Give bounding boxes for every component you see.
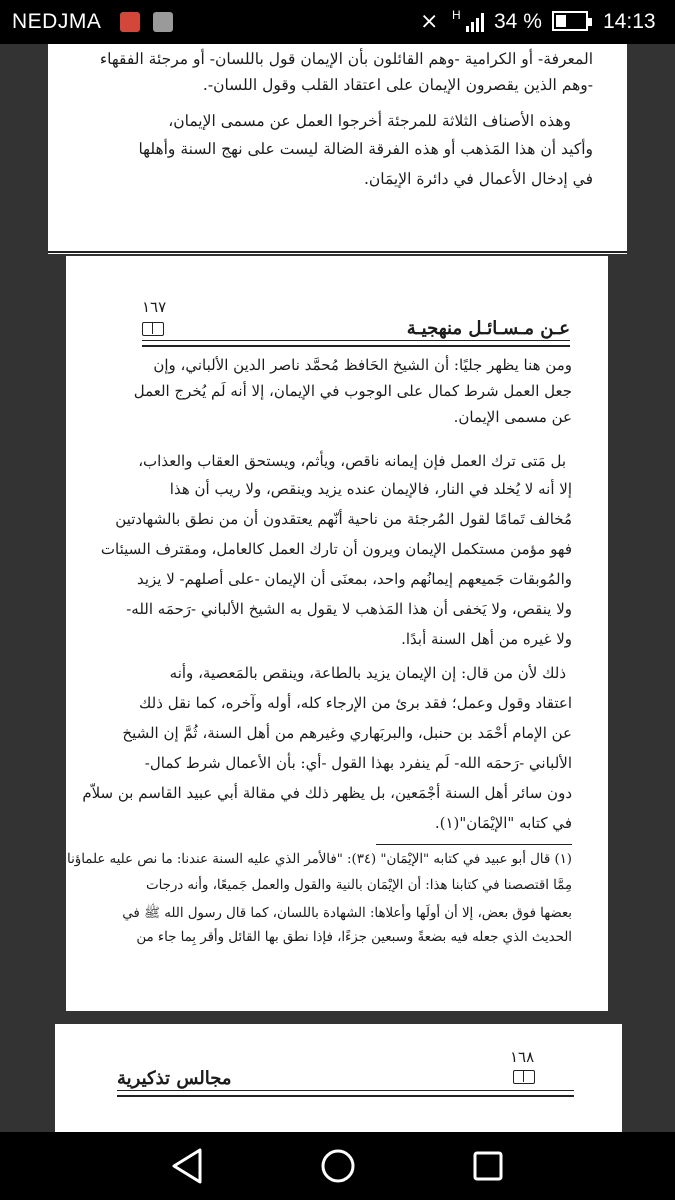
header-rule (117, 1090, 574, 1097)
carrier-name: NEDJMA (12, 10, 102, 33)
page-bottom-rule (48, 251, 627, 253)
home-icon[interactable] (318, 1146, 358, 1186)
text-line: عن مسمى الإيمان. (453, 408, 572, 426)
back-icon[interactable] (168, 1146, 208, 1186)
text-line: في إدخال الأعمال في دائرة الإيمَان. (363, 170, 593, 188)
text-line: إلا أنه لا يُخلد في النار، فالإيمان عنده يزيد وينقص، ولا ريب أن هذا (169, 480, 572, 498)
book-icon (513, 1070, 535, 1084)
footnote-line: بعضها فوق بعض، إلا أن أولَها وأعلاها: الشهادة باللسان، كما قال رسول الله ﷺ في (122, 906, 572, 921)
recent-apps-icon[interactable] (468, 1146, 508, 1186)
mute-icon: ⨯ (420, 8, 439, 33)
footnote-line: الحديث الذي جعله فيه بضعةً وسبعين جزءًا، فإذا نطق بها القائل وأقر بِما جاء من (136, 930, 572, 945)
text-line: في كتابه "الإيْمَان"(١). (434, 814, 572, 832)
text-line: ذلك لأن من قال: إن الإيمان يزيد بالطاعة، وينقص بالمَعصية، وأنه (169, 664, 566, 682)
navigation-bar (0, 1132, 675, 1200)
battery-percent: 34 % (494, 10, 542, 33)
document-viewer[interactable] (0, 44, 675, 1132)
notification-image-icon[interactable] (153, 12, 173, 32)
footnote-line: مِمَّا اقتصصنا في كتابنا هذا: أن الإيْمَان بالنية والقول والعمل جَميعًا، وأنه درجات (146, 878, 572, 893)
page-number: ١٦٨ (510, 1048, 535, 1066)
running-title: مجالس تذكيرية (117, 1068, 232, 1089)
text-line: ولا غيره من أهل السنة أبدًا. (401, 630, 572, 648)
text-line: فهو مؤمن مستكمل الإيمان ويرون أن تارك العمل كالعامل، ومقترف السيئات (100, 540, 572, 558)
text-line: الألباني -رَحمَه الله- لَم ينفرد بهذا القول -أي: بأن الأعمال شرط كمال- (144, 754, 572, 772)
notification-app-icon[interactable] (120, 12, 140, 32)
document-page-2 (66, 256, 608, 1011)
text-line: دون سائر أهل السنة أجْمَعين، بل يظهر ذلك في مقالة أبي عبيد القاسم بن سلاّم (82, 784, 572, 802)
text-line: مُخالف تَمامًا لقول المُرجئة من ناحية أنّهم يعتقدون أن من نطق بالشهادتين (115, 510, 572, 528)
network-type: H (452, 8, 461, 22)
text-line: جعل العمل شرط كمال على الوجوب في الإيمان، إلا أنه لَم يُخرج العمل (133, 382, 572, 400)
footnote-line: (١) قال أبو عبيد في كتابه "الإيْمَان" (٣٤): "فالأمر الذي عليه السنة عندنا: ما نص عليه علماؤنا (67, 852, 572, 867)
battery-icon (552, 11, 588, 31)
text-line: اعتقاد وقول وعمل؛ فقد برئ من الإرجاء كله، أوله وآخره، كما نقل ذلك (139, 694, 572, 712)
header-rule (142, 340, 570, 347)
page-number: ١٦٧ (142, 298, 167, 316)
text-line: -وهم الذين يقصرون الإيمان على اعتقاد القلب وقول اللسان-. (202, 76, 593, 94)
text-line: وأكيد أن هذا المَذهب أو هذه الفرقة الضالة ليست على نهج السنة وأهلها (138, 140, 593, 158)
text-line: وهذه الأصناف الثلاثة للمرجئة أخرجوا العمل عن مسمى الإيمان، (168, 112, 571, 130)
text-line: والمُوبقات جَميعهم إيمانُهم واحد، بمعنَى أن الإيمان -على أصلهم- لا يزيد (136, 570, 572, 588)
text-line: ولا ينقص، ولا يَخفى أن هذا المَذهب لا يقول به الشيخ الألباني -رَحمَه الله- (126, 600, 572, 618)
text-line: عن الإمام أحْمَد بن حنبل، والبربَهاري وغيرهم من أهل السنة، ثُمَّ إن الشيخ (122, 724, 572, 742)
document-page-3 (55, 1024, 622, 1132)
clock: 14:13 (603, 10, 656, 33)
book-icon (142, 322, 164, 336)
signal-icon (466, 12, 488, 32)
footnote-rule (376, 844, 572, 845)
status-bar (0, 0, 675, 44)
text-line: بل مَتى ترك العمل فإن إيمانه ناقص، ويأثم، ويستحق العقاب والعذاب، (138, 452, 566, 470)
running-title: عـن مـسـائـل منهجيـة (406, 318, 570, 339)
text-line: المعرفة- أو الكرامية -وهم القائلون بأن الإيمان قول باللسان- أو مرجئة الفقهاء (99, 50, 593, 68)
document-page-1 (48, 44, 627, 254)
text-line: ومن هنا يظهر جليًا: أن الشيخ الحَافظ مُحمَّد ناصر الدين الألباني، وإن (153, 356, 572, 374)
